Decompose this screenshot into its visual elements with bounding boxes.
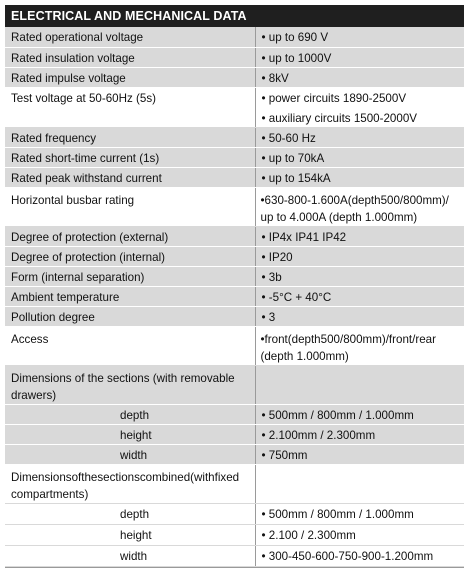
- row-label: Pollution degree: [5, 306, 255, 326]
- section-value-empty: [255, 365, 464, 404]
- row-label: depth: [5, 404, 255, 424]
- section-label: [5, 365, 255, 404]
- row-value: • -5°C + 40°C: [255, 286, 464, 306]
- row-label: height: [5, 524, 255, 545]
- table-row: [5, 326, 464, 365]
- row-label: Degree of protection (internal): [5, 246, 255, 266]
- table-row: [5, 87, 464, 127]
- row-value: • 300-450-600-750-900-1.200mm: [255, 545, 464, 566]
- row-value: • 500mm / 800mm / 1.000mm: [255, 503, 464, 524]
- row-label: depth: [5, 503, 255, 524]
- table-row: [5, 27, 464, 47]
- table-row: [5, 266, 464, 286]
- row-label: Rated impulse voltage: [5, 67, 255, 87]
- table-row: [5, 187, 464, 226]
- row-label: width: [5, 444, 255, 464]
- table-row: [5, 47, 464, 67]
- section-label-line: compartments): [11, 487, 89, 501]
- table-row: [5, 524, 464, 545]
- section-label-line: drawers): [11, 388, 57, 402]
- section-header-row: [5, 365, 464, 404]
- value-line: • auxiliary circuits 1500-2000V: [261, 111, 417, 125]
- row-value: • 3: [255, 306, 464, 326]
- row-label: Test voltage at 50-60Hz (5s): [5, 87, 255, 127]
- table-row: [5, 127, 464, 147]
- table-row: [5, 404, 464, 424]
- table-row: [5, 503, 464, 524]
- value-line: •front(depth500/800mm)/front/rear: [260, 332, 436, 346]
- row-label: Rated short-time current (1s): [5, 147, 255, 167]
- row-value: • up to 1000V: [255, 47, 464, 67]
- section-value-empty: [255, 464, 464, 503]
- table-bottom-border: [5, 567, 464, 568]
- spec-table: [5, 27, 464, 567]
- row-label: height: [5, 424, 255, 444]
- row-label: Form (internal separation): [5, 266, 255, 286]
- table-row: [5, 147, 464, 167]
- table-row: [5, 424, 464, 444]
- section-label-line: Dimensions of the sections (with removable: [11, 371, 235, 385]
- row-label: Access: [5, 326, 255, 365]
- row-label: Rated frequency: [5, 127, 255, 147]
- row-label: Ambient temperature: [5, 286, 255, 306]
- row-value: • up to 690 V: [255, 27, 464, 47]
- row-value: • 750mm: [255, 444, 464, 464]
- value-line: up to 4.000A (depth 1.000mm): [260, 210, 418, 224]
- row-value: • 50-60 Hz: [255, 127, 464, 147]
- table-row: [5, 286, 464, 306]
- data-sheet: [5, 5, 464, 568]
- row-label: Rated peak withstand current: [5, 167, 255, 187]
- table-row: [5, 67, 464, 87]
- row-value: • IP4x IP41 IP42: [255, 226, 464, 246]
- row-label: Rated operational voltage: [5, 27, 255, 47]
- row-value: [255, 326, 464, 365]
- row-value: • 8kV: [255, 67, 464, 87]
- value-line: (depth 1.000mm): [260, 349, 349, 363]
- row-value: • 2.100 / 2.300mm: [255, 524, 464, 545]
- row-value: [255, 87, 464, 127]
- section-label-line: Dimensionsofthesectionscombined(withfixed: [11, 470, 240, 484]
- value-line: •630-800-1.600A(depth500/800mm)/: [260, 193, 449, 207]
- table-row: [5, 167, 464, 187]
- row-label: Degree of protection (external): [5, 226, 255, 246]
- value-line: • power circuits 1890-2500V: [261, 91, 407, 105]
- section-header-row: [5, 464, 464, 503]
- row-value: • 2.100mm / 2.300mm: [255, 424, 464, 444]
- table-row: [5, 306, 464, 326]
- row-value: • IP20: [255, 246, 464, 266]
- row-value: [255, 187, 464, 226]
- table-row: [5, 545, 464, 566]
- table-row: [5, 444, 464, 464]
- row-value: • 3b: [255, 266, 464, 286]
- row-value: • 500mm / 800mm / 1.000mm: [255, 404, 464, 424]
- row-value: • up to 154kA: [255, 167, 464, 187]
- table-row: [5, 246, 464, 266]
- row-value: • up to 70kA: [255, 147, 464, 167]
- row-label: Horizontal busbar rating: [5, 187, 255, 226]
- table-title: ELECTRICAL AND MECHANICAL DATA: [5, 5, 464, 27]
- row-label: width: [5, 545, 255, 566]
- table-row: [5, 226, 464, 246]
- row-label: Rated insulation voltage: [5, 47, 255, 67]
- section-label: [5, 464, 255, 503]
